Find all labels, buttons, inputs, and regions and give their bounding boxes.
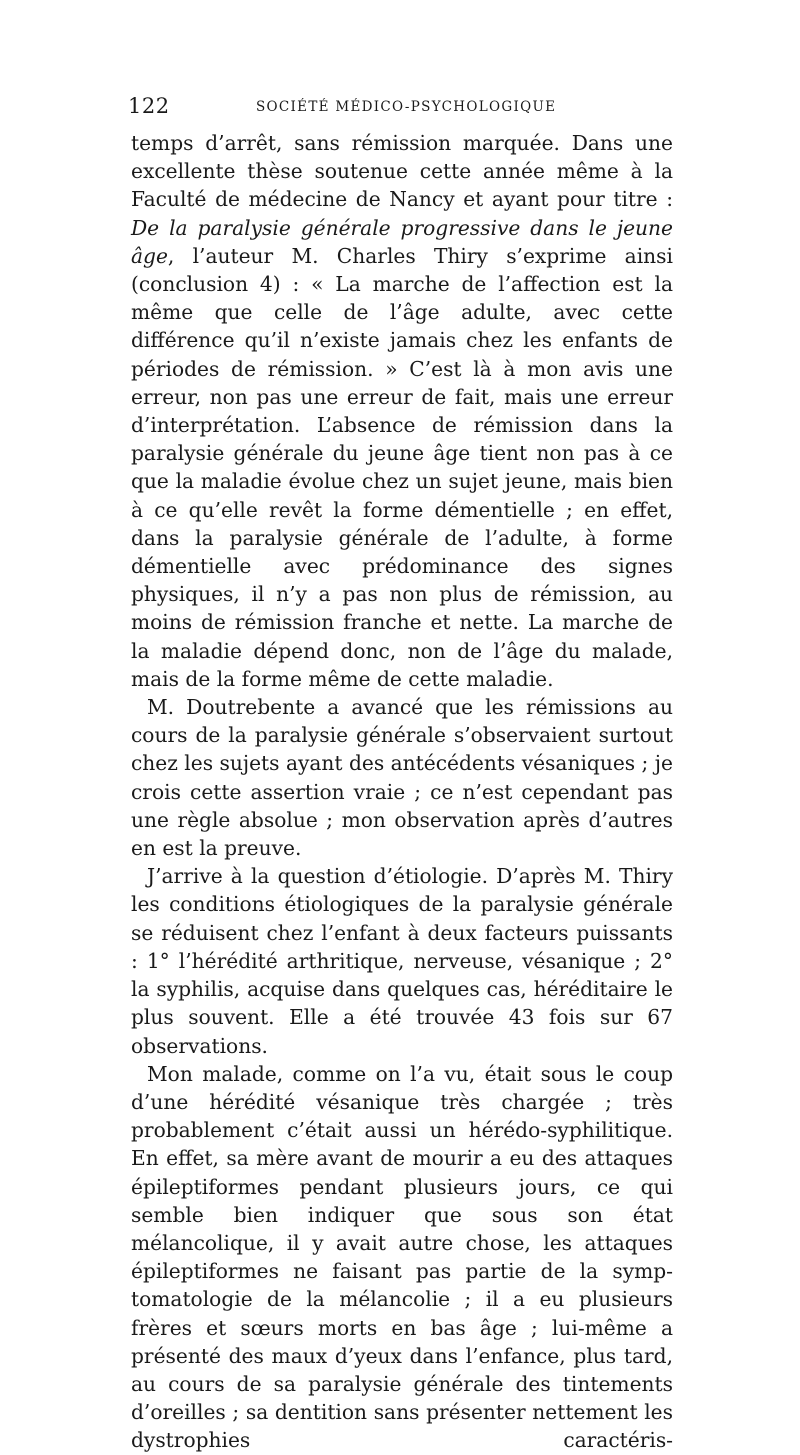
- page-number: 122: [128, 94, 170, 118]
- running-head: [128, 94, 672, 124]
- thesis-title: De la paralysie générale progressive dans le jeune âge: [131, 215, 673, 268]
- running-title: SOCIÉTÉ MÉDICO-PSYCHOLOGIQUE: [256, 99, 557, 115]
- paragraph-1: [131, 129, 673, 693]
- paragraph-1-text-before: temps d’arrêt, sans rémission marquée. Dans une excellente thèse soutenue cette année même à la Faculté de médecine de Nancy et ayant pour titre :: [131, 131, 673, 212]
- paragraph-1-text-after: , l’auteur M. Charles Thiry s’exprime ainsi (conclusion 4) : « La marche de l’affection est la même que celle de l’âge adulte, avec cette différence qu’il n’existe jamais chez les enfants de périodes de rémission. » C’est là à mon avis une erreur, non pas une erreur de fait, mais une erreur d’interprétation. L’absence de rémission dans la paralysie générale du jeune âge tient non pas à ce que la maladie évolue chez un sujet jeune, mais bien à ce qu’elle revêt la forme démentielle ; en effet, dans la paralysie générale de l’adulte, à forme démentielle avec prédominance des signes physiques, il n’y a pas non plus de rémission, au moins de rémission franche et nette. La marche de la maladie dépend donc, non de l’âge du malade, mais de la forme même de cette maladie.: [131, 243, 673, 691]
- paragraph-3: J’arrive à la question d’étiologie. D’après M. Thiry les conditions étiologiques de la paralysie générale se réduisent chez l’enfant à deux facteurs puissants : 1° l’hérédité arthritique, nerveuse, vésanique ; 2° la syphilis, acquise dans quelques cas, héréditaire le plus souvent. Elle a été trouvée 43 fois sur 67 observations.: [131, 864, 673, 1058]
- paragraph-4: Mon malade, comme on l’a vu, était sous le coup d’une hérédité vésanique très chargée ; très probablement c’était aussi un hérédo-syphilitique. En effet, sa mère avant de mourir a eu des attaques épileptiformes pendant plusieurs jours, ce qui semble bien indiquer que sous son état mélancolique, il y avait autre chose, les attaques épileptiformes ne faisant pas partie de la symptomatologie de la mélancolie ; il a eu plusieurs frères et sœurs morts en bas âge ; lui-même a présenté des maux d’yeux dans l’enfance, plus tard, au cours de sa paralysie générale des tintements d’oreilles ; sa dentition sans présenter nettement les dystrophies caractéris-: [131, 1061, 673, 1453]
- body-text: [131, 129, 673, 1455]
- paragraph-2: M. Doutrebente a avancé que les rémissions au cours de la paralysie générale s’observaient surtout chez les sujets ayant des antécédents vésaniques ; je crois cette assertion vraie ; ce n’est cependant pas une règle absolue ; mon observation après d’autres en est la preuve.: [131, 695, 673, 861]
